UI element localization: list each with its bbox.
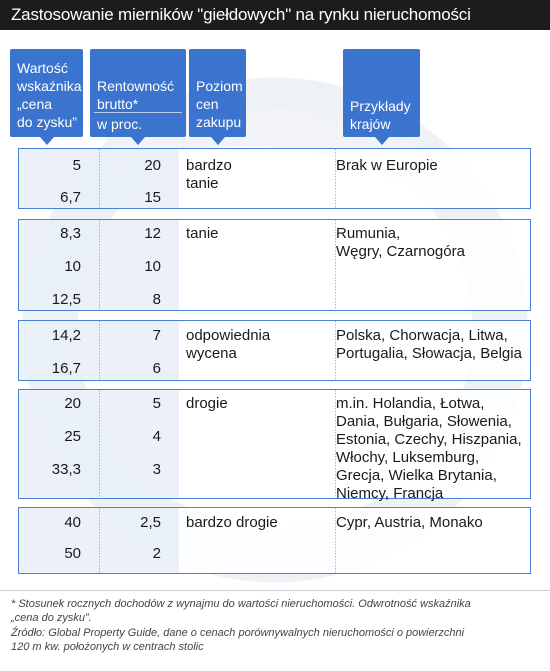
- yield-value: 15: [144, 189, 161, 206]
- source-note: Źródło: Global Property Guide, dane o cenach porównywalnych nieruchomości o powierzchni 120 m kw. położonych w centrach stolic: [11, 627, 465, 653]
- pe-value: 5: [72, 157, 81, 174]
- header-yield-label: Rentowność brutto*: [97, 78, 175, 112]
- yield-value: 4: [152, 428, 161, 445]
- footnote: * Stosunek rocznych dochodów z wynajmu do wartości nieruchomości. Odwrotność wskaźnika „cena do zysku”.: [11, 598, 471, 624]
- countries-list: Cypr, Austria, Monako: [336, 514, 483, 531]
- pe-value: 14,2: [51, 327, 81, 344]
- pe-value: 40: [64, 514, 81, 531]
- yield-value: 6: [152, 360, 161, 377]
- title-bar: [0, 0, 550, 30]
- yield-value: 3: [152, 461, 161, 478]
- table-group-very-cheap: [18, 148, 531, 209]
- yield-value: 8: [152, 291, 161, 308]
- header-yield-rule: [94, 112, 182, 113]
- yield-value: 12: [144, 225, 161, 242]
- pe-value: 6,7: [60, 189, 81, 206]
- yield-value: 10: [144, 258, 161, 275]
- table-group-cheap: [18, 219, 531, 311]
- table-group-very-expensive: [18, 507, 531, 574]
- pe-value: 25: [64, 428, 81, 445]
- pe-value: 50: [64, 545, 81, 562]
- pe-value: 33,3: [51, 461, 81, 478]
- pe-value: 16,7: [51, 360, 81, 377]
- pe-value: 12,5: [51, 291, 81, 308]
- pe-value: 8,3: [60, 225, 81, 242]
- countries-list: m.in. Holandia, Łotwa, Dania, Bułgaria, Słowenia, Estonia, Czechy, Hiszpania, Włochy, Luksemburg, Grecja, Wielka Brytania, Niemcy, Francja: [336, 395, 522, 502]
- footer: [0, 590, 550, 671]
- header-pe-label: Wartość wskaźnika „cena do zysku”: [17, 60, 82, 130]
- yield-value: 7: [152, 327, 161, 344]
- price-level: bardzo tanie: [186, 157, 232, 192]
- table-group-expensive: [18, 389, 531, 502]
- header-price-level: [189, 49, 246, 137]
- page-title: Zastosowanie mierników "giełdowych" na rynku nieruchomości: [11, 5, 471, 24]
- countries-list: Brak w Europie: [336, 157, 438, 174]
- countries-list: Rumunia, Węgry, Czarnogóra: [336, 225, 465, 260]
- header-countries-label: Przykłady krajów: [350, 98, 411, 132]
- price-level: bardzo drogie: [186, 514, 278, 531]
- yield-value: 5: [152, 395, 161, 412]
- yield-value: 20: [144, 157, 161, 174]
- table-group-fair: [18, 320, 531, 381]
- header-yield-unit: w proc.: [97, 116, 143, 132]
- price-level: drogie: [186, 395, 228, 412]
- price-level: odpowiednia wycena: [186, 327, 271, 362]
- price-level: tanie: [186, 225, 219, 242]
- header-gross-yield: [90, 49, 186, 137]
- header-countries: [343, 49, 420, 137]
- header-level-label: Poziom cen zakupu: [196, 78, 243, 130]
- countries-list: Polska, Chorwacja, Litwa, Portugalia, Słowacja, Belgia: [336, 327, 522, 362]
- pe-value: 10: [64, 258, 81, 275]
- header-pe-ratio: [10, 49, 83, 137]
- yield-value: 2: [152, 545, 161, 562]
- pe-value: 20: [64, 395, 81, 412]
- yield-value: 2,5: [140, 514, 161, 531]
